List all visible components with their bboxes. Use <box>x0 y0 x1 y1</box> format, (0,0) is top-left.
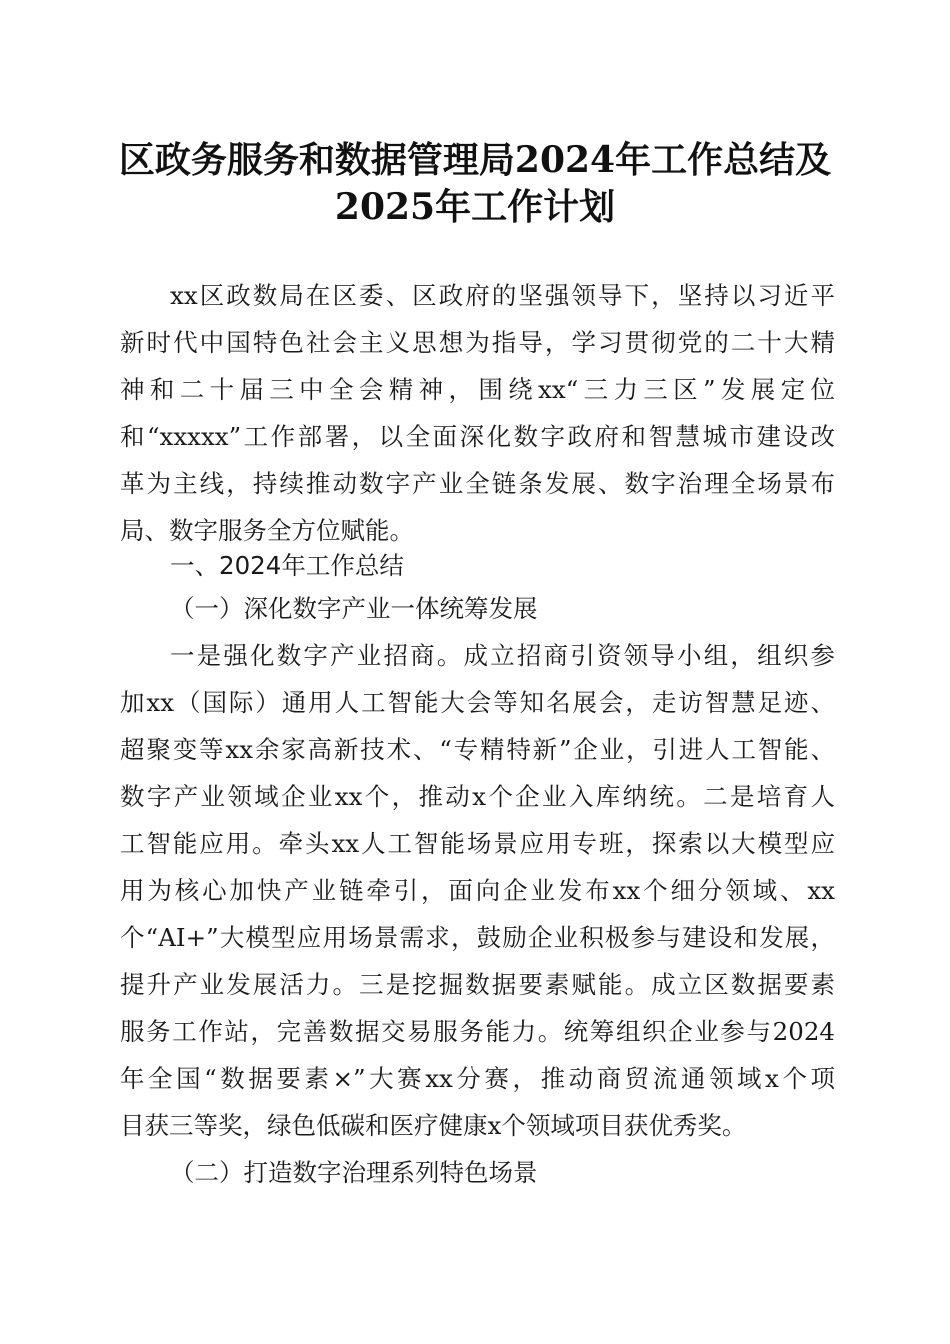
body-line-6: 用为核心加快产业链牵引，面向企业发布xx个细分领域、xx <box>120 876 835 905</box>
document-title-line-2: 2025年工作计划 <box>334 186 616 228</box>
body-line-10: 年全国“数据要素×”大赛xx分赛，推动商贸流通领域x个项 <box>120 1064 835 1093</box>
body-line-7: 个“AI+”大模型应用场景需求，鼓励企业积极参与建设和发展， <box>120 923 835 952</box>
intro-line-2: 新时代中国特色社会主义思想为指导，学习贯彻党的二十大精 <box>120 328 835 357</box>
intro-line-1: xx区政数局在区委、区政府的坚强领导下，坚持以习近平 <box>170 281 835 310</box>
document-title-line-1: 区政务服务和数据管理局2024年工作总结及 <box>118 139 832 181</box>
body-line-4: 数字产业领域企业xx个，推动x个企业入库纳统。二是培育人 <box>120 782 835 811</box>
body-line-2: 加xx（国际）通用人工智能大会等知名展会，走访智慧足迹、 <box>120 688 835 717</box>
subsection-heading-2: （二）打造数字治理系列特色场景 <box>170 1158 538 1187</box>
body-line-9: 服务工作站，完善数据交易服务能力。统筹组织企业参与2024 <box>120 1017 835 1046</box>
body-line-11: 目获三等奖，绿色低碳和医疗健康x个领域项目获优秀奖。 <box>120 1111 747 1140</box>
body-line-3: 超聚变等xx余家高新技术、“专精特新”企业，引进人工智能、 <box>120 735 835 764</box>
body-line-5: 工智能应用。牵头xx人工智能场景应用专班，探索以大模型应 <box>120 829 835 858</box>
body-line-8: 提升产业发展活力。三是挖掘数据要素赋能。成立区数据要素 <box>120 970 835 999</box>
section-heading-1: 一、2024年工作总结 <box>170 551 404 580</box>
intro-line-4: 和“xxxxx”工作部署，以全面深化数字政府和智慧城市建设改 <box>120 422 835 451</box>
intro-line-5: 革为主线，持续推动数字产业全链条发展、数字治理全场景布 <box>120 469 835 498</box>
subsection-heading-1: （一）深化数字产业一体统筹发展 <box>170 594 538 623</box>
intro-line-6: 局、数字服务全方位赋能。 <box>120 516 414 545</box>
body-line-1: 一是强化数字产业招商。成立招商引资领导小组，组织参 <box>170 641 835 670</box>
intro-line-3: 神和二十届三中全会精神，围绕xx“三力三区”发展定位 <box>120 375 835 404</box>
